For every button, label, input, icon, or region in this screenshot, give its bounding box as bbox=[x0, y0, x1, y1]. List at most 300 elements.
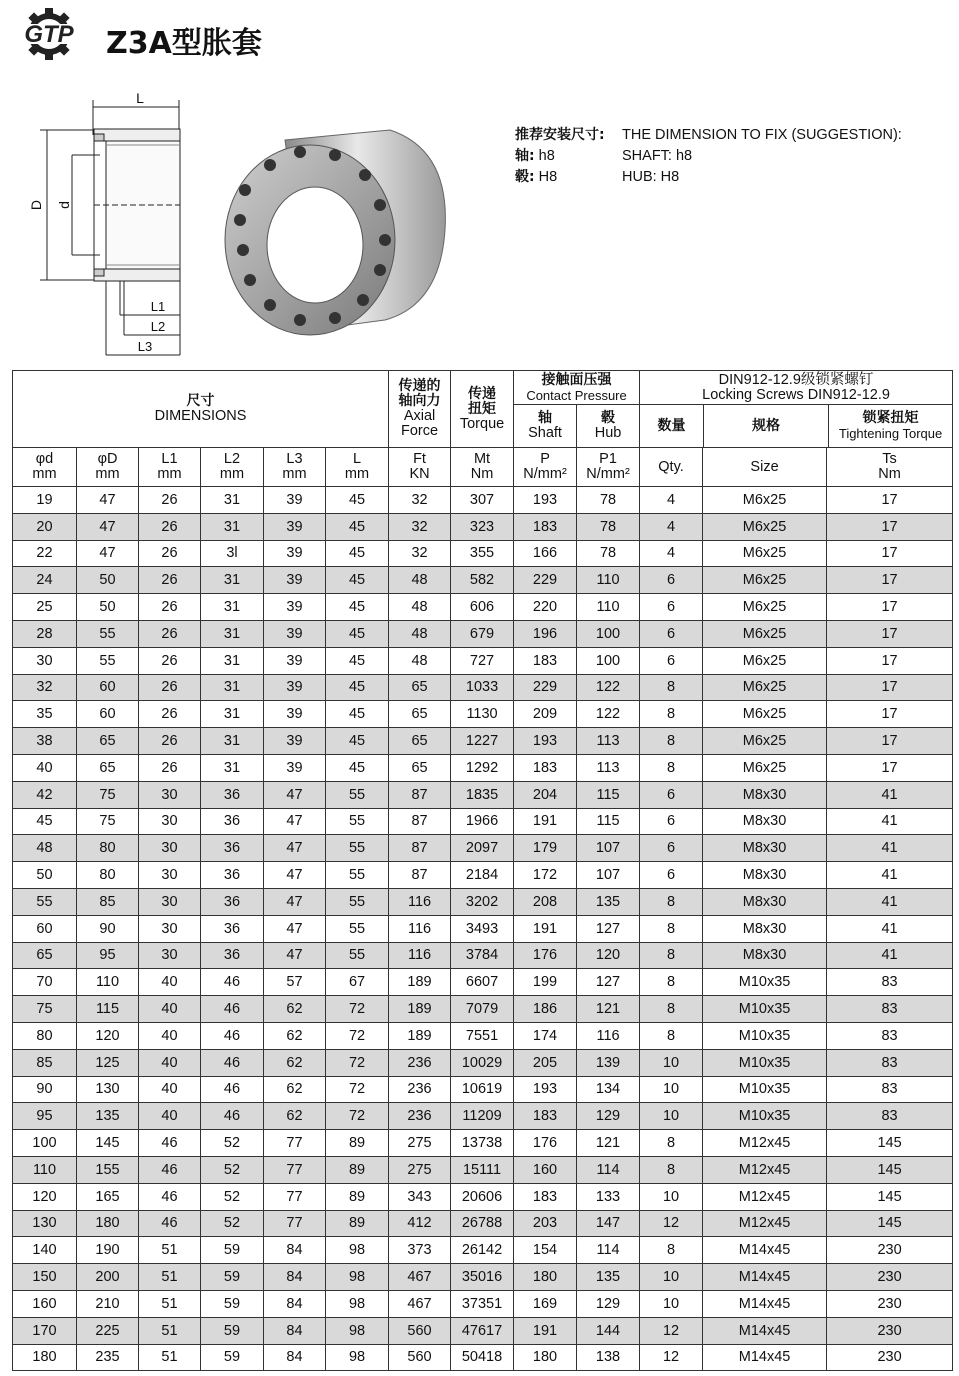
unit-header-cell bbox=[577, 448, 640, 487]
table-cell: 145 bbox=[827, 1156, 953, 1183]
table-cell: 193 bbox=[514, 728, 577, 755]
unit-symbol: P bbox=[540, 451, 550, 467]
table-cell: 6 bbox=[640, 567, 703, 594]
table-cell: 13738 bbox=[451, 1130, 514, 1157]
table-cell: 150 bbox=[13, 1264, 77, 1291]
table-row bbox=[13, 969, 953, 996]
table-cell: 31 bbox=[201, 594, 264, 621]
table-cell: 98 bbox=[326, 1344, 389, 1371]
table-cell: 32 bbox=[389, 540, 451, 567]
unit-symbol: L2 bbox=[223, 451, 241, 467]
table-cell: 40 bbox=[139, 1103, 201, 1130]
table-cell: 39 bbox=[264, 513, 326, 540]
table-cell: 83 bbox=[827, 1022, 953, 1049]
table-row bbox=[13, 1210, 953, 1237]
table-cell: 110 bbox=[577, 567, 640, 594]
table-cell: 36 bbox=[201, 888, 264, 915]
table-cell: 204 bbox=[514, 781, 577, 808]
table-cell: 191 bbox=[514, 808, 577, 835]
unit-symbol: Ft bbox=[413, 451, 426, 467]
unit-symbol: Size bbox=[750, 458, 779, 475]
table-cell: 30 bbox=[139, 808, 201, 835]
tt-en: Tightening Torque bbox=[838, 426, 943, 441]
table-cell: 36 bbox=[201, 835, 264, 862]
table-cell: 85 bbox=[77, 888, 139, 915]
table-cell: 98 bbox=[326, 1290, 389, 1317]
unit-label: Nm bbox=[878, 466, 901, 482]
table-cell: 179 bbox=[514, 835, 577, 862]
unit-label: mm bbox=[32, 466, 57, 482]
unit-label: N/mm² bbox=[586, 466, 630, 482]
table-cell: 4 bbox=[640, 513, 703, 540]
unit-symbol: L bbox=[352, 451, 362, 467]
table-cell: 45 bbox=[326, 567, 389, 594]
table-cell: 46 bbox=[139, 1210, 201, 1237]
table-cell: 40 bbox=[139, 1076, 201, 1103]
table-cell: 41 bbox=[827, 942, 953, 969]
label-L: L bbox=[136, 90, 144, 106]
table-cell: 98 bbox=[326, 1264, 389, 1291]
table-cell: 98 bbox=[326, 1317, 389, 1344]
table-cell: M10x35 bbox=[703, 969, 827, 996]
unit-symbol: L3 bbox=[286, 451, 303, 467]
table-cell: 183 bbox=[514, 647, 577, 674]
shaft-subheader bbox=[514, 405, 577, 447]
table-cell: 15111 bbox=[451, 1156, 514, 1183]
screws-header bbox=[640, 371, 953, 448]
table-row bbox=[13, 1022, 953, 1049]
table-cell: 412 bbox=[389, 1210, 451, 1237]
table-cell: M8x30 bbox=[703, 835, 827, 862]
table-cell: 36 bbox=[201, 808, 264, 835]
table-cell: 39 bbox=[264, 728, 326, 755]
table-cell: 116 bbox=[389, 942, 451, 969]
table-cell: 46 bbox=[139, 1156, 201, 1183]
table-cell: 57 bbox=[264, 969, 326, 996]
table-cell: 17 bbox=[827, 647, 953, 674]
table-cell: 55 bbox=[326, 888, 389, 915]
table-cell: 606 bbox=[451, 594, 514, 621]
table-body bbox=[13, 487, 953, 1371]
table-cell: 47 bbox=[264, 781, 326, 808]
table-cell: 26 bbox=[139, 754, 201, 781]
table-cell: 70 bbox=[13, 969, 77, 996]
table-cell: 100 bbox=[13, 1130, 77, 1157]
table-cell: 28 bbox=[13, 620, 77, 647]
unit-header-cell bbox=[139, 448, 201, 487]
table-cell: 467 bbox=[389, 1264, 451, 1291]
table-cell: 170 bbox=[13, 1317, 77, 1344]
table-cell: 145 bbox=[827, 1210, 953, 1237]
table-cell: 83 bbox=[827, 1103, 953, 1130]
table-cell: 36 bbox=[201, 942, 264, 969]
table-cell: 65 bbox=[389, 674, 451, 701]
table-cell: 121 bbox=[577, 996, 640, 1023]
table-cell: 183 bbox=[514, 513, 577, 540]
table-cell: M8x30 bbox=[703, 808, 827, 835]
table-cell: 32 bbox=[389, 487, 451, 514]
table-cell: 47 bbox=[264, 915, 326, 942]
table-cell: 80 bbox=[13, 1022, 77, 1049]
table-cell: M6x25 bbox=[703, 701, 827, 728]
table-cell: M6x25 bbox=[703, 513, 827, 540]
table-cell: 59 bbox=[201, 1317, 264, 1344]
table-cell: 323 bbox=[451, 513, 514, 540]
table-cell: 6607 bbox=[451, 969, 514, 996]
dim-en: DIMENSIONS bbox=[154, 408, 247, 424]
table-cell: 36 bbox=[201, 862, 264, 889]
table-cell: 31 bbox=[201, 701, 264, 728]
table-row bbox=[13, 1130, 953, 1157]
unit-header-cell bbox=[13, 448, 77, 487]
spec-shaft-zh: 轴: bbox=[515, 148, 535, 164]
table-cell: 679 bbox=[451, 620, 514, 647]
table-cell: 55 bbox=[326, 915, 389, 942]
table-cell: 8 bbox=[640, 754, 703, 781]
table-cell: 48 bbox=[13, 835, 77, 862]
table-cell: 183 bbox=[514, 1103, 577, 1130]
install-spec bbox=[515, 125, 902, 188]
table-cell: 236 bbox=[389, 1076, 451, 1103]
table-cell: 172 bbox=[514, 862, 577, 889]
table-cell: 87 bbox=[389, 781, 451, 808]
table-cell: M6x25 bbox=[703, 567, 827, 594]
unit-symbol: Mt bbox=[473, 451, 491, 467]
table-cell: 275 bbox=[389, 1130, 451, 1157]
table-cell: 62 bbox=[264, 1103, 326, 1130]
table-cell: 26 bbox=[139, 674, 201, 701]
table-cell: 8 bbox=[640, 1022, 703, 1049]
table-cell: 78 bbox=[577, 487, 640, 514]
table-cell: 85 bbox=[13, 1049, 77, 1076]
table-cell: 127 bbox=[577, 969, 640, 996]
tt-subheader bbox=[829, 405, 952, 447]
table-cell: 4 bbox=[640, 487, 703, 514]
table-cell: 10619 bbox=[451, 1076, 514, 1103]
table-cell: 7079 bbox=[451, 996, 514, 1023]
table-cell: 20606 bbox=[451, 1183, 514, 1210]
table-cell: 75 bbox=[77, 808, 139, 835]
table-cell: 8 bbox=[640, 1130, 703, 1157]
table-cell: 39 bbox=[264, 567, 326, 594]
table-cell: 2184 bbox=[451, 862, 514, 889]
table-cell: 39 bbox=[264, 620, 326, 647]
table-cell: 189 bbox=[389, 969, 451, 996]
table-cell: 236 bbox=[389, 1103, 451, 1130]
table-cell: 72 bbox=[326, 996, 389, 1023]
table-row bbox=[13, 728, 953, 755]
table-cell: 45 bbox=[326, 728, 389, 755]
table-cell: 169 bbox=[514, 1290, 577, 1317]
table-row bbox=[13, 487, 953, 514]
table-cell: 46 bbox=[201, 996, 264, 1023]
unit-symbol: P1 bbox=[599, 451, 617, 467]
table-cell: 46 bbox=[201, 1076, 264, 1103]
table-cell: 160 bbox=[13, 1290, 77, 1317]
table-cell: 145 bbox=[827, 1183, 953, 1210]
table-cell: 22 bbox=[13, 540, 77, 567]
table-cell: 1966 bbox=[451, 808, 514, 835]
table-cell: 84 bbox=[264, 1344, 326, 1371]
table-cell: 8 bbox=[640, 674, 703, 701]
table-cell: 65 bbox=[389, 701, 451, 728]
table-cell: 50 bbox=[77, 594, 139, 621]
table-cell: 135 bbox=[577, 1264, 640, 1291]
table-cell: 62 bbox=[264, 996, 326, 1023]
table-cell: 55 bbox=[13, 888, 77, 915]
table-cell: 72 bbox=[326, 1049, 389, 1076]
table-cell: 3784 bbox=[451, 942, 514, 969]
unit-label: Nm bbox=[470, 466, 494, 482]
table-cell: 160 bbox=[514, 1156, 577, 1183]
table-cell: 38 bbox=[13, 728, 77, 755]
table-cell: 7551 bbox=[451, 1022, 514, 1049]
table-cell: 48 bbox=[389, 567, 451, 594]
table-cell: 47 bbox=[264, 835, 326, 862]
table-cell: 67 bbox=[326, 969, 389, 996]
label-d: d bbox=[56, 201, 72, 209]
table-cell: 154 bbox=[514, 1237, 577, 1264]
table-cell: 10 bbox=[640, 1290, 703, 1317]
unit-header-cell bbox=[640, 448, 703, 487]
table-cell: 107 bbox=[577, 862, 640, 889]
table-cell: 121 bbox=[577, 1130, 640, 1157]
table-cell: 6 bbox=[640, 835, 703, 862]
table-cell: 48 bbox=[389, 594, 451, 621]
unit-row bbox=[13, 448, 953, 487]
table-cell: 62 bbox=[264, 1076, 326, 1103]
unit-label: mm bbox=[282, 466, 307, 482]
size-zh: 规格 bbox=[752, 417, 781, 434]
table-cell: 75 bbox=[13, 996, 77, 1023]
table-cell: 196 bbox=[514, 620, 577, 647]
table-cell: 180 bbox=[13, 1344, 77, 1371]
table-cell: 208 bbox=[514, 888, 577, 915]
table-cell: 72 bbox=[326, 1022, 389, 1049]
table-cell: 55 bbox=[77, 620, 139, 647]
table-cell: 60 bbox=[77, 701, 139, 728]
table-cell: 17 bbox=[827, 754, 953, 781]
table-cell: 230 bbox=[827, 1290, 953, 1317]
table-cell: 129 bbox=[577, 1103, 640, 1130]
table-cell: 42 bbox=[13, 781, 77, 808]
axial-en2: Force bbox=[400, 423, 439, 439]
unit-label: N/mm² bbox=[523, 466, 567, 482]
table-cell: M12x45 bbox=[703, 1156, 827, 1183]
unit-header-cell bbox=[451, 448, 514, 487]
unit-label: mm bbox=[157, 466, 182, 482]
table-cell: 26 bbox=[139, 487, 201, 514]
unit-label: KN bbox=[409, 466, 430, 482]
table-cell: 87 bbox=[389, 862, 451, 889]
table-cell: 6 bbox=[640, 781, 703, 808]
table-cell: 46 bbox=[139, 1183, 201, 1210]
table-cell: 62 bbox=[264, 1022, 326, 1049]
unit-header-cell bbox=[201, 448, 264, 487]
table-cell: 26 bbox=[139, 567, 201, 594]
table-cell: 47 bbox=[264, 888, 326, 915]
table-cell: 205 bbox=[514, 1049, 577, 1076]
table-row bbox=[13, 647, 953, 674]
table-cell: 125 bbox=[77, 1049, 139, 1076]
table-cell: 47 bbox=[264, 862, 326, 889]
table-cell: 17 bbox=[827, 701, 953, 728]
label-D: D bbox=[28, 199, 44, 211]
table-cell: 31 bbox=[201, 513, 264, 540]
table-cell: 1835 bbox=[451, 781, 514, 808]
table-cell: 31 bbox=[201, 754, 264, 781]
table-row bbox=[13, 835, 953, 862]
table-cell: 48 bbox=[389, 620, 451, 647]
table-cell: 51 bbox=[139, 1290, 201, 1317]
table-row bbox=[13, 808, 953, 835]
table-cell: 133 bbox=[577, 1183, 640, 1210]
table-cell: 46 bbox=[139, 1130, 201, 1157]
table-cell: 193 bbox=[514, 487, 577, 514]
table-cell: M8x30 bbox=[703, 781, 827, 808]
table-cell: 186 bbox=[514, 996, 577, 1023]
table-cell: 155 bbox=[77, 1156, 139, 1183]
table-cell: 113 bbox=[577, 728, 640, 755]
table-cell: 83 bbox=[827, 969, 953, 996]
table-cell: 39 bbox=[264, 594, 326, 621]
table-row bbox=[13, 567, 953, 594]
unit-symbol: Ts bbox=[882, 451, 897, 467]
table-cell: 80 bbox=[77, 835, 139, 862]
table-row bbox=[13, 781, 953, 808]
table-cell: 230 bbox=[827, 1317, 953, 1344]
table-cell: 582 bbox=[451, 567, 514, 594]
table-row bbox=[13, 513, 953, 540]
axial-zh1: 传递的 bbox=[398, 378, 441, 394]
table-cell: 52 bbox=[201, 1183, 264, 1210]
table-cell: 220 bbox=[514, 594, 577, 621]
axial-en1: Axial bbox=[403, 408, 436, 424]
table-cell: 31 bbox=[201, 567, 264, 594]
unit-symbol: L1 bbox=[161, 451, 178, 467]
table-cell: 25 bbox=[13, 594, 77, 621]
table-cell: 84 bbox=[264, 1290, 326, 1317]
unit-label: mm bbox=[344, 466, 370, 482]
table-cell: 41 bbox=[827, 808, 953, 835]
table-row bbox=[13, 594, 953, 621]
table-cell: 72 bbox=[326, 1103, 389, 1130]
qty-subheader bbox=[640, 405, 704, 447]
table-cell: 115 bbox=[77, 996, 139, 1023]
table-cell: 40 bbox=[139, 996, 201, 1023]
table-cell: 26 bbox=[139, 513, 201, 540]
table-cell: 115 bbox=[577, 781, 640, 808]
table-cell: 1227 bbox=[451, 728, 514, 755]
table-cell: 77 bbox=[264, 1183, 326, 1210]
table-cell: 17 bbox=[827, 487, 953, 514]
table-cell: 65 bbox=[389, 728, 451, 755]
table-cell: 30 bbox=[139, 888, 201, 915]
table-cell: 20 bbox=[13, 513, 77, 540]
table-cell: 229 bbox=[514, 567, 577, 594]
table-cell: 26788 bbox=[451, 1210, 514, 1237]
table-cell: 189 bbox=[389, 1022, 451, 1049]
table-cell: 90 bbox=[77, 915, 139, 942]
table-cell: 55 bbox=[326, 835, 389, 862]
table-cell: 98 bbox=[326, 1237, 389, 1264]
table-cell: 8 bbox=[640, 915, 703, 942]
table-cell: 145 bbox=[77, 1130, 139, 1157]
table-cell: M6x25 bbox=[703, 620, 827, 647]
table-cell: 10 bbox=[640, 1183, 703, 1210]
table-cell: 165 bbox=[77, 1183, 139, 1210]
table-cell: 80 bbox=[77, 862, 139, 889]
table-cell: M12x45 bbox=[703, 1130, 827, 1157]
table-cell: 210 bbox=[77, 1290, 139, 1317]
table-cell: 41 bbox=[827, 888, 953, 915]
table-cell: 83 bbox=[827, 996, 953, 1023]
table-cell: 30 bbox=[139, 942, 201, 969]
table-cell: 230 bbox=[827, 1264, 953, 1291]
table-cell: 11209 bbox=[451, 1103, 514, 1130]
table-cell: 41 bbox=[827, 835, 953, 862]
table-cell: 17 bbox=[827, 674, 953, 701]
table-cell: 203 bbox=[514, 1210, 577, 1237]
table-row bbox=[13, 862, 953, 889]
table-cell: 1033 bbox=[451, 674, 514, 701]
table-row bbox=[13, 1237, 953, 1264]
table-cell: 373 bbox=[389, 1237, 451, 1264]
table-cell: 176 bbox=[514, 1130, 577, 1157]
unit-header-cell bbox=[389, 448, 451, 487]
table-cell: 87 bbox=[389, 808, 451, 835]
pressure-zh: 接触面压强 bbox=[541, 371, 612, 388]
table-cell: 183 bbox=[514, 754, 577, 781]
unit-header-cell bbox=[77, 448, 139, 487]
table-cell: 47 bbox=[77, 513, 139, 540]
table-cell: 17 bbox=[827, 513, 953, 540]
table-cell: 230 bbox=[827, 1344, 953, 1371]
table-cell: 12 bbox=[640, 1317, 703, 1344]
unit-header-cell bbox=[326, 448, 389, 487]
table-cell: 46 bbox=[201, 969, 264, 996]
table-cell: 110 bbox=[577, 594, 640, 621]
table-cell: 140 bbox=[13, 1237, 77, 1264]
pressure-en: Contact Pressure bbox=[526, 387, 627, 403]
table-cell: 30 bbox=[139, 915, 201, 942]
table-cell: 55 bbox=[77, 647, 139, 674]
table-cell: 115 bbox=[577, 808, 640, 835]
table-cell: 116 bbox=[389, 915, 451, 942]
table-row bbox=[13, 754, 953, 781]
table-cell: 46 bbox=[201, 1103, 264, 1130]
table-cell: 89 bbox=[326, 1156, 389, 1183]
table-cell: 26 bbox=[139, 728, 201, 755]
table-cell: 84 bbox=[264, 1237, 326, 1264]
spec-shaft-val: h8 bbox=[538, 148, 555, 164]
table-cell: 189 bbox=[389, 996, 451, 1023]
product-photo bbox=[215, 120, 455, 345]
table-cell: 116 bbox=[389, 888, 451, 915]
table-cell: 65 bbox=[77, 754, 139, 781]
table-cell: 55 bbox=[326, 808, 389, 835]
spec-label-en: THE DIMENSION TO FIX (SUGGESTION): bbox=[622, 127, 902, 143]
table-row bbox=[13, 1344, 953, 1371]
table-cell: 26 bbox=[139, 540, 201, 567]
table-cell: M6x25 bbox=[703, 487, 827, 514]
table-cell: 113 bbox=[577, 754, 640, 781]
table-cell: M14x45 bbox=[703, 1237, 827, 1264]
table-cell: 40 bbox=[139, 1049, 201, 1076]
table-cell: 275 bbox=[389, 1156, 451, 1183]
table-cell: 45 bbox=[326, 701, 389, 728]
table-cell: 176 bbox=[514, 942, 577, 969]
